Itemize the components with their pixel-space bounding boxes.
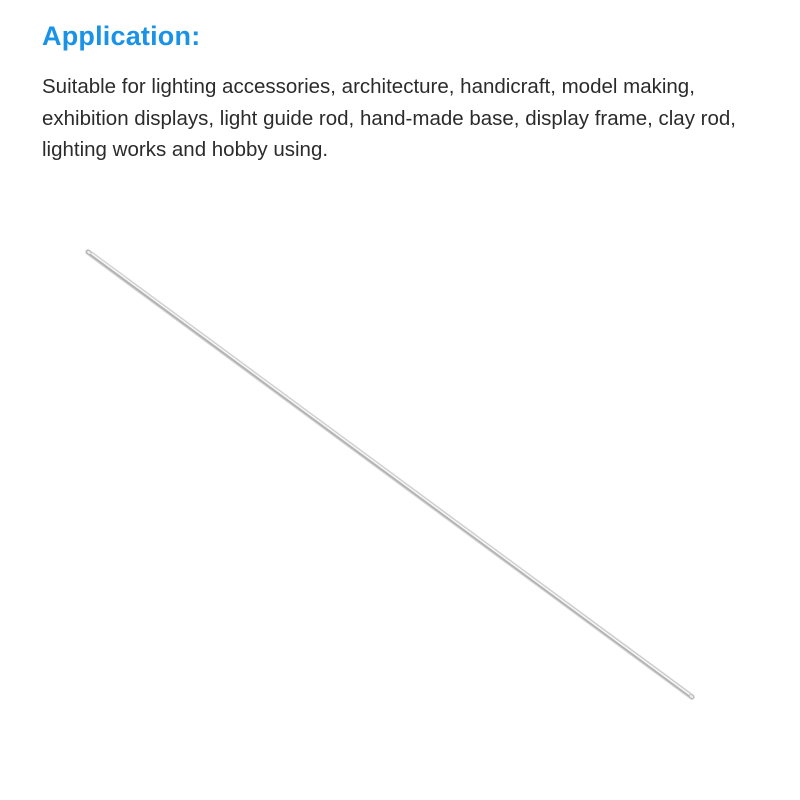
rod-core [89, 251, 693, 696]
rod-illustration [86, 250, 694, 699]
application-description: Suitable for lighting accessories, architecture, handicraft, model making, exhibition displays, light guide rod, hand-made base, display frame, clay rod, lighting works and hobby using. [42, 75, 736, 161]
application-heading: Application: [42, 21, 201, 51]
